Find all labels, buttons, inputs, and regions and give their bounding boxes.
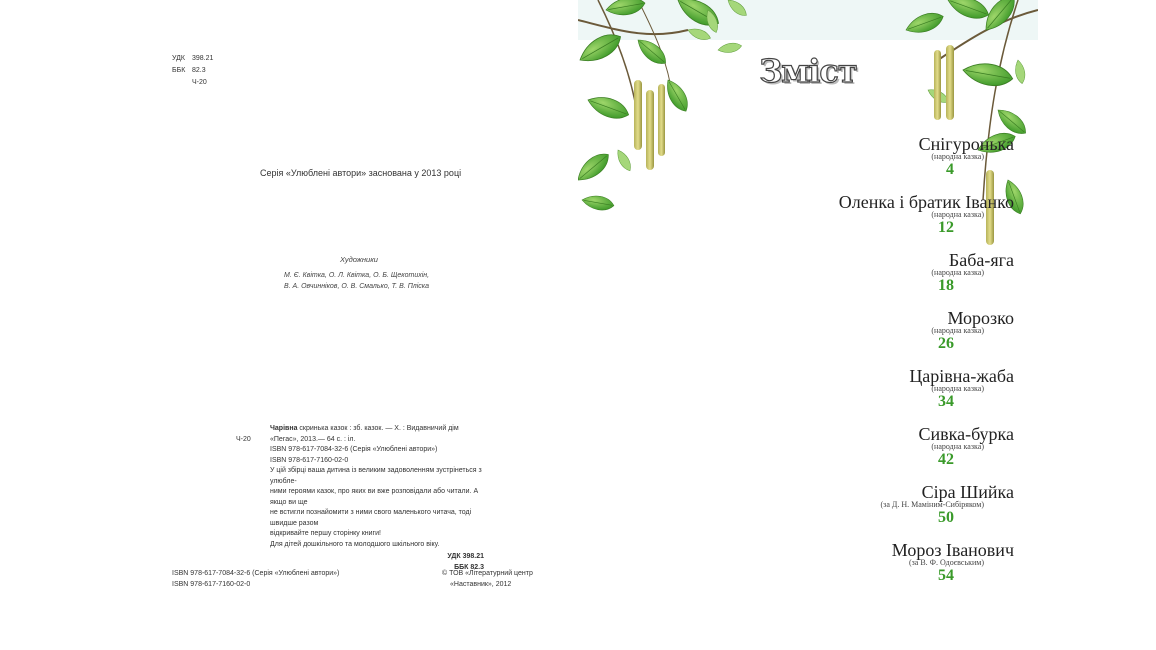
toc-page-number: 42 xyxy=(938,451,954,468)
toc-subtitle: (народна казка) xyxy=(931,210,984,219)
toc-title: Мороз Іванович xyxy=(891,540,1014,560)
toc-page-number: 34 xyxy=(938,393,954,410)
isbn-line: ISBN 978-617-7160-02-0 xyxy=(270,456,349,464)
author-mark: Ч-20 xyxy=(192,79,207,86)
author-mark-label xyxy=(172,77,192,89)
isbn-line: ISBN 978-617-7160-02-0 xyxy=(172,581,251,588)
udk-block xyxy=(172,53,213,89)
contents-title: Зміст xyxy=(759,52,857,90)
udk-label: УДК xyxy=(172,55,185,62)
toc-entry[interactable] xyxy=(578,308,1014,366)
toc-subtitle: (за Д. Н. Маміним-Сибіряком) xyxy=(880,500,984,509)
catalog-bbk: ББК 82.3 xyxy=(454,563,484,571)
catalog-code: Ч-20 xyxy=(236,435,251,443)
contents-page xyxy=(578,0,1038,650)
publisher-line: «Пегас», 2013.— 64 с. : іл. xyxy=(270,435,356,443)
series-note: Серія «Улюблені автори» заснована у 2013 році xyxy=(260,168,462,178)
catalog-udk: УДК 398.21 xyxy=(447,553,484,560)
toc-title: Сіра Шийка xyxy=(921,482,1014,502)
annotation-line: ними героями казок, про яких ви вже розповідали або читали. А якщо ви ще xyxy=(270,488,479,506)
toc-page-number: 18 xyxy=(938,277,954,294)
toc-subtitle: (народна казка) xyxy=(931,268,984,277)
toc-page-number: 4 xyxy=(946,161,954,178)
artists-list xyxy=(284,270,484,292)
artists-line: В. А. Овчинніков, О. В. Смалько, Т. В. Пліска xyxy=(284,283,429,290)
copyright-line: © ТОВ «Літературний центр xyxy=(442,570,533,577)
book-description: скринька казок : зб. казок. — Х. : Видавничий дім xyxy=(297,425,459,432)
toc-entry[interactable] xyxy=(578,134,1014,192)
book-title: Чарівна xyxy=(270,425,298,432)
toc-subtitle: (за В. Ф. Одоєвським) xyxy=(908,558,984,567)
toc-page-number: 12 xyxy=(938,219,954,236)
bbk-label: ББК xyxy=(172,67,186,74)
toc-entry[interactable] xyxy=(578,366,1014,424)
toc-entry[interactable] xyxy=(578,250,1014,308)
toc-title: Снігуронька xyxy=(918,134,1014,154)
toc-entry[interactable] xyxy=(578,540,1014,598)
artists-title: Художники xyxy=(340,255,378,264)
toc-subtitle: (народна казка) xyxy=(931,384,984,393)
annotation-line: У цій збірці ваша дитина із великим задоволенням зустрінеться з улюбле- xyxy=(270,467,482,485)
toc-title: Морозко xyxy=(947,308,1014,328)
toc-title: Сивка-бурка xyxy=(918,424,1014,444)
toc-title: Баба-яга xyxy=(948,250,1014,270)
isbn-line: ISBN 978-617-7084-32-6 (Серія «Улюблені автори») xyxy=(270,446,438,453)
toc-page-number: 54 xyxy=(938,567,954,584)
artists-line: М. Є. Квітка, О. Л. Квітка, О. Б. Щекотихін, xyxy=(284,272,430,279)
annotation-line: Для дітей дошкільного та молодшого шкільного віку. xyxy=(270,540,440,548)
toc-title: Царівна-жаба xyxy=(909,366,1014,386)
annotation-line: не встигли познайомити з ними свого маленького читача, тоді швидше разом xyxy=(270,509,472,527)
bbk-value: 82.3 xyxy=(192,67,206,74)
copyright xyxy=(442,568,533,590)
catalog-record xyxy=(236,424,484,573)
toc-entry[interactable] xyxy=(578,482,1014,540)
toc-title: Оленка і братик Іванко xyxy=(838,192,1014,212)
toc-subtitle: (народна казка) xyxy=(931,442,984,451)
toc-entry[interactable] xyxy=(578,424,1014,482)
toc-page-number: 50 xyxy=(938,509,954,526)
toc-entry[interactable] xyxy=(578,192,1014,250)
copyright-line: «Наставник», 2012 xyxy=(450,581,512,588)
isbn-footer xyxy=(172,568,339,590)
table-of-contents xyxy=(578,134,1014,598)
toc-page-number: 26 xyxy=(938,335,954,352)
toc-subtitle: (народна казка) xyxy=(931,152,984,161)
toc-subtitle: (народна казка) xyxy=(931,326,984,335)
isbn-line: ISBN 978-617-7084-32-6 (Серія «Улюблені автори») xyxy=(172,570,340,577)
annotation-line: відкривайте першу сторінку книги! xyxy=(270,530,381,537)
udk-value: 398.21 xyxy=(192,55,214,62)
